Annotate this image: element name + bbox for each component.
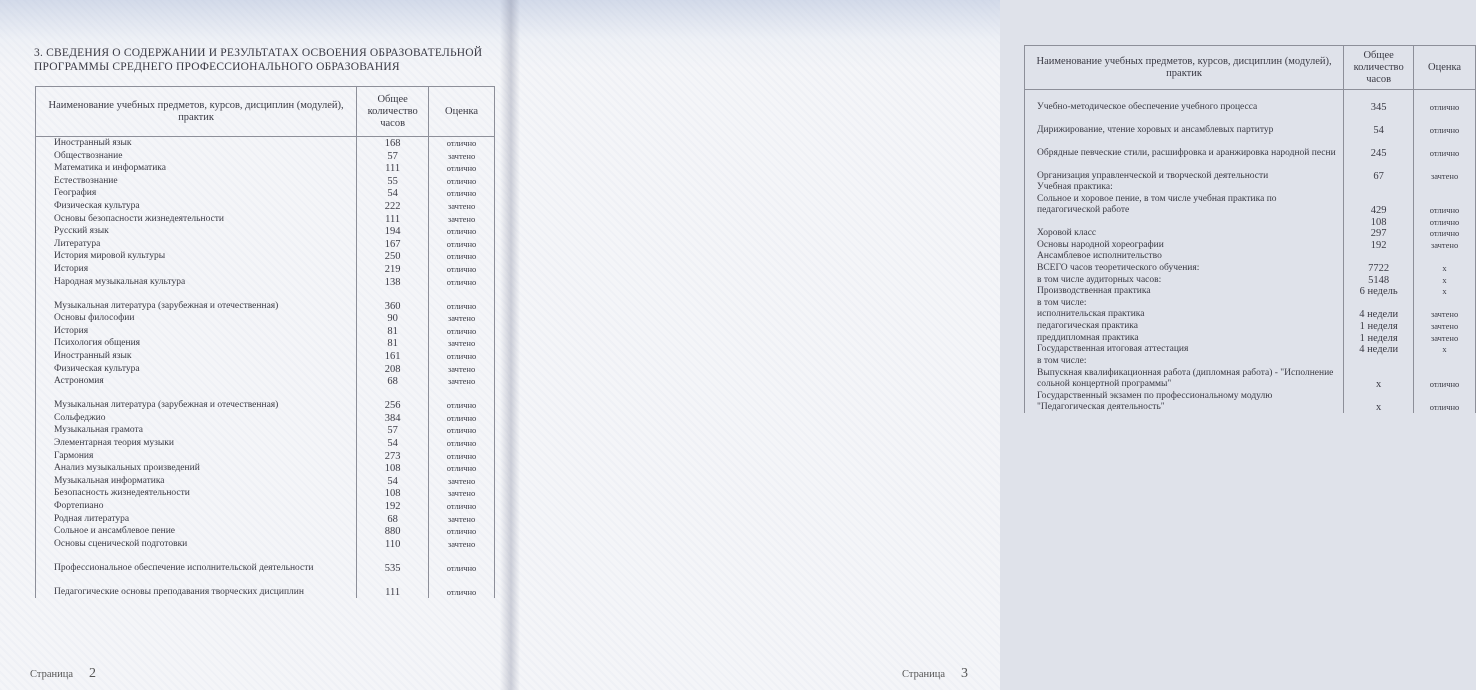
table-row: [36, 574, 495, 598]
hours-cell: 208: [357, 362, 429, 375]
hours-cell: 4 недели: [1344, 309, 1414, 321]
subject-name-cell: История мировой культуры: [36, 250, 357, 263]
subject-name-cell: Основы сценической подготовки: [36, 537, 357, 550]
hours-cell: 111: [357, 162, 429, 175]
grade-cell: отлично: [429, 275, 495, 288]
hours-cell: [1344, 251, 1414, 263]
table-row: [1025, 113, 1476, 136]
grade-cell: x: [1414, 262, 1476, 274]
table-row: [1025, 332, 1476, 344]
subject-name-cell: Выпускная квалификационная работа (дипломная работа) - "Исполнение сольной концертной программы": [1025, 367, 1344, 390]
grade-cell: отлично: [429, 436, 495, 449]
table-row: [36, 550, 495, 574]
subject-name-cell: География: [36, 187, 357, 200]
table-row: [36, 250, 495, 263]
subject-name-cell: Музыкальная грамота: [36, 424, 357, 437]
grade-cell: отлично: [429, 262, 495, 275]
hours-cell: 54: [357, 474, 429, 487]
hours-cell: 54: [357, 187, 429, 200]
grade-cell: зачтено: [429, 512, 495, 525]
subject-name-cell: исполнительская практика: [1025, 309, 1344, 321]
subject-name-cell: Народная музыкальная культура: [36, 275, 357, 288]
grade-cell: отлично: [429, 550, 495, 574]
subject-name-cell: Ансамблевое исполнительство: [1025, 251, 1344, 263]
subject-name-cell: Музыкальная литература (зарубежная и отечественная): [36, 288, 357, 312]
grade-cell: отлично: [429, 225, 495, 238]
hours-cell: 68: [357, 512, 429, 525]
table-row: [1025, 136, 1476, 159]
hours-cell: 108: [1344, 216, 1414, 228]
subject-name-cell: Производственная практика: [1025, 286, 1344, 298]
grade-cell: зачтено: [429, 212, 495, 225]
hours-cell: 161: [357, 349, 429, 362]
grade-cell: отлично: [429, 174, 495, 187]
subject-name-cell: Организация управленческой и творческой деятельности: [1025, 159, 1344, 182]
header-grade: Оценка: [429, 87, 495, 137]
header-grade: Оценка: [1414, 46, 1476, 90]
table-row: [1025, 309, 1476, 321]
page-number: 3: [961, 666, 968, 681]
hours-cell: 111: [357, 212, 429, 225]
subject-name-cell: История: [36, 324, 357, 337]
hours-cell: 1 неделя: [1344, 320, 1414, 332]
grade-cell: отлично: [429, 574, 495, 598]
grade-cell: зачтено: [429, 375, 495, 388]
left-page: [0, 0, 508, 690]
table-row: [1025, 216, 1476, 228]
subject-name-cell: Обществознание: [36, 149, 357, 162]
hours-cell: 273: [357, 449, 429, 462]
hours-cell: [1344, 355, 1414, 367]
hours-cell: 57: [357, 149, 429, 162]
subject-name-cell: Математика и информатика: [36, 162, 357, 175]
hours-cell: 68: [357, 375, 429, 388]
hours-cell: 168: [357, 137, 429, 150]
subject-name-cell: Психология общения: [36, 337, 357, 350]
hours-cell: 108: [357, 487, 429, 500]
table-row: [36, 349, 495, 362]
hours-cell: 1 неделя: [1344, 332, 1414, 344]
table-row: [1025, 159, 1476, 182]
subject-name-cell: Основы народной хореографии: [1025, 239, 1344, 251]
grade-cell: отлично: [1414, 216, 1476, 228]
hours-cell: 6 недель: [1344, 286, 1414, 298]
grade-cell: отлично: [429, 387, 495, 411]
table-row: [36, 324, 495, 337]
table-row: [36, 312, 495, 325]
grade-cell: зачтено: [429, 474, 495, 487]
grade-cell: отлично: [429, 237, 495, 250]
grade-cell: зачтено: [1414, 332, 1476, 344]
hours-cell: 245: [1344, 136, 1414, 159]
grade-cell: x: [1414, 286, 1476, 298]
subject-name-cell: Государственная итоговая аттестация: [1025, 344, 1344, 356]
hours-cell: x: [1344, 390, 1414, 413]
page-label: Страница: [901, 669, 945, 680]
hours-cell: 111: [357, 574, 429, 598]
hours-cell: 54: [357, 436, 429, 449]
subject-name-cell: Фортепиано: [36, 499, 357, 512]
page-footer-left: [30, 666, 96, 682]
subject-name-cell: Литература: [36, 237, 357, 250]
right-subjects-table: [1024, 45, 1476, 413]
hours-cell: 54: [1344, 113, 1414, 136]
hours-cell: 67: [1344, 159, 1414, 182]
hours-cell: x: [1344, 367, 1414, 390]
hours-cell: 250: [357, 250, 429, 263]
page-number: 2: [89, 666, 97, 681]
header-subject-name: Наименование учебных предметов, курсов, дисциплин (модулей), практик: [1025, 46, 1344, 90]
table-row: [36, 262, 495, 275]
grade-cell: [1414, 251, 1476, 263]
page-footer-right: [902, 666, 968, 682]
hours-cell: 81: [357, 324, 429, 337]
table-row: [36, 362, 495, 375]
grade-cell: x: [1414, 344, 1476, 356]
hours-cell: 345: [1344, 90, 1414, 113]
section-title: 3. СВЕДЕНИЯ О СОДЕРЖАНИИ И РЕЗУЛЬТАТАХ ОСВОЕНИЯ ОБРАЗОВАТЕЛЬНОЙ ПРОГРАММЫ СРЕДНЕГО ПРОФЕССИОНАЛЬНОГО ОБРАЗОВАНИЯ: [34, 47, 483, 73]
hours-cell: 90: [357, 312, 429, 325]
grade-cell: зачтено: [1414, 320, 1476, 332]
table-row: [36, 512, 495, 525]
table-row: [36, 337, 495, 350]
hours-cell: 167: [357, 237, 429, 250]
table-row: [1025, 239, 1476, 251]
table-row: [36, 487, 495, 500]
subject-name-cell: История: [36, 262, 357, 275]
subject-name-cell: Элементарная теория музыки: [36, 436, 357, 449]
subject-name-cell: Профессиональное обеспечение исполнительской деятельности: [36, 550, 357, 574]
table-row: [36, 537, 495, 550]
table-row: [1025, 367, 1476, 390]
table-row: [1025, 262, 1476, 274]
subject-name-cell: в том числе:: [1025, 297, 1344, 309]
table-row: [1025, 286, 1476, 298]
grade-cell: отлично: [1414, 390, 1476, 413]
table-row: [36, 525, 495, 538]
hours-cell: 360: [357, 288, 429, 312]
subject-name-cell: Педагогические основы преподавания творческих дисциплин: [36, 574, 357, 598]
table-row: [1025, 320, 1476, 332]
hours-cell: 57: [357, 424, 429, 437]
table-row: [36, 499, 495, 512]
subject-name-cell: Безопасность жизнедеятельности: [36, 487, 357, 500]
header-total-hours: Общее количество часов: [357, 87, 429, 137]
hours-cell: 81: [357, 337, 429, 350]
grade-cell: [1414, 182, 1476, 194]
grade-cell: зачтено: [429, 199, 495, 212]
grade-cell: зачтено: [429, 337, 495, 350]
hours-cell: 297: [1344, 228, 1414, 240]
table-row: [1025, 355, 1476, 367]
hours-cell: 192: [1344, 239, 1414, 251]
subject-name-cell: Дирижирование, чтение хоровых и ансамблевых партитур: [1025, 113, 1344, 136]
table-row: [36, 162, 495, 175]
grade-cell: зачтено: [429, 362, 495, 375]
hours-cell: 192: [357, 499, 429, 512]
grade-cell: отлично: [429, 162, 495, 175]
header-subject-name: Наименование учебных предметов, курсов, дисциплин (модулей), практик: [36, 87, 357, 137]
subject-name-cell: Основы безопасности жизнедеятельности: [36, 212, 357, 225]
hours-cell: 55: [357, 174, 429, 187]
grade-cell: зачтено: [429, 149, 495, 162]
subject-name-cell: Физическая культура: [36, 199, 357, 212]
left-table-body: [36, 137, 495, 598]
table-row: [36, 462, 495, 475]
grade-cell: зачтено: [1414, 309, 1476, 321]
grade-cell: отлично: [429, 137, 495, 150]
grade-cell: отлично: [429, 449, 495, 462]
grade-cell: отлично: [1414, 136, 1476, 159]
subject-name-cell: [1025, 216, 1344, 228]
grade-cell: зачтено: [1414, 159, 1476, 182]
hours-cell: [1344, 297, 1414, 309]
table-row: [36, 474, 495, 487]
table-row: [1025, 90, 1476, 113]
header-total-hours: Общее количество часов: [1344, 46, 1414, 90]
grade-cell: отлично: [429, 525, 495, 538]
grade-cell: зачтено: [429, 312, 495, 325]
subject-name-cell: Физическая культура: [36, 362, 357, 375]
page-label: Страница: [30, 669, 74, 680]
hours-cell: 110: [357, 537, 429, 550]
grade-cell: x: [1414, 274, 1476, 286]
table-row: [36, 275, 495, 288]
table-row: [36, 288, 495, 312]
subject-name-cell: Государственный экзамен по профессиональному модулю "Педагогическая деятельность": [1025, 390, 1344, 413]
hours-cell: 535: [357, 550, 429, 574]
grade-cell: отлично: [1414, 90, 1476, 113]
subject-name-cell: Хоровой класс: [1025, 228, 1344, 240]
subject-name-cell: Учебно-методическое обеспечение учебного процесса: [1025, 90, 1344, 113]
table-row: [36, 199, 495, 212]
hours-cell: 222: [357, 199, 429, 212]
grade-cell: отлично: [429, 324, 495, 337]
right-table-body: [1025, 90, 1476, 413]
table-row: [1025, 297, 1476, 309]
grade-cell: отлично: [429, 250, 495, 263]
grade-cell: отлично: [429, 462, 495, 475]
hours-cell: 138: [357, 275, 429, 288]
table-row: [1025, 193, 1476, 216]
subject-name-cell: Иностранный язык: [36, 137, 357, 150]
table-row: [36, 436, 495, 449]
hours-cell: 108: [357, 462, 429, 475]
grade-cell: отлично: [429, 499, 495, 512]
grade-cell: отлично: [1414, 193, 1476, 216]
hours-cell: 219: [357, 262, 429, 275]
subject-name-cell: Сольное и ансамблевое пение: [36, 525, 357, 538]
grade-cell: зачтено: [429, 487, 495, 500]
subject-name-cell: Иностранный язык: [36, 349, 357, 362]
subject-name-cell: в том числе:: [1025, 355, 1344, 367]
table-row: [36, 187, 495, 200]
subject-name-cell: Русский язык: [36, 225, 357, 238]
table-row: [36, 424, 495, 437]
hours-cell: 429: [1344, 193, 1414, 216]
grade-cell: отлично: [429, 288, 495, 312]
table-row: [1025, 251, 1476, 263]
subject-name-cell: Анализ музыкальных произведений: [36, 462, 357, 475]
hours-cell: 194: [357, 225, 429, 238]
subject-name-cell: Музыкальная информатика: [36, 474, 357, 487]
table-row: [1025, 344, 1476, 356]
grade-cell: отлично: [429, 424, 495, 437]
table-row: [36, 137, 495, 150]
right-page: [508, 0, 1462, 690]
hours-cell: 5148: [1344, 274, 1414, 286]
subject-name-cell: ВСЕГО часов теоретического обучения:: [1025, 262, 1344, 274]
grade-cell: отлично: [429, 349, 495, 362]
table-row: [1025, 274, 1476, 286]
table-row: [36, 212, 495, 225]
hours-cell: 384: [357, 411, 429, 424]
table-row: [1025, 390, 1476, 413]
subject-name-cell: Учебная практика:: [1025, 182, 1344, 194]
hours-cell: 4 недели: [1344, 344, 1414, 356]
grade-cell: отлично: [429, 411, 495, 424]
table-row: [36, 149, 495, 162]
hours-cell: 256: [357, 387, 429, 411]
grade-cell: зачтено: [429, 537, 495, 550]
table-row: [1025, 182, 1476, 194]
subject-name-cell: Родная литература: [36, 512, 357, 525]
table-row: [36, 174, 495, 187]
subject-name-cell: Сольфеджио: [36, 411, 357, 424]
grade-cell: отлично: [1414, 367, 1476, 390]
hours-cell: 880: [357, 525, 429, 538]
subject-name-cell: Обрядные певческие стили, расшифровка и аранжировка народной песни: [1025, 136, 1344, 159]
hours-cell: 7722: [1344, 262, 1414, 274]
subject-name-cell: Сольное и хоровое пение, в том числе учебная практика по педагогической работе: [1025, 193, 1344, 216]
left-subjects-table: [35, 86, 495, 598]
grade-cell: отлично: [1414, 113, 1476, 136]
subject-name-cell: преддипломная практика: [1025, 332, 1344, 344]
subject-name-cell: Музыкальная литература (зарубежная и отечественная): [36, 387, 357, 411]
table-row: [36, 449, 495, 462]
table-row: [36, 387, 495, 411]
grade-cell: [1414, 297, 1476, 309]
table-row: [36, 375, 495, 388]
subject-name-cell: Естествознание: [36, 174, 357, 187]
table-row: [36, 237, 495, 250]
grade-cell: отлично: [429, 187, 495, 200]
subject-name-cell: в том числе аудиторных часов:: [1025, 274, 1344, 286]
subject-name-cell: Астрономия: [36, 375, 357, 388]
grade-cell: отлично: [1414, 228, 1476, 240]
grade-cell: [1414, 355, 1476, 367]
subject-name-cell: Гармония: [36, 449, 357, 462]
book-gutter: [500, 0, 520, 690]
subject-name-cell: Основы философии: [36, 312, 357, 325]
table-row: [36, 225, 495, 238]
grade-cell: зачтено: [1414, 239, 1476, 251]
table-row: [36, 411, 495, 424]
subject-name-cell: педагогическая практика: [1025, 320, 1344, 332]
table-row: [1025, 228, 1476, 240]
hours-cell: [1344, 182, 1414, 194]
